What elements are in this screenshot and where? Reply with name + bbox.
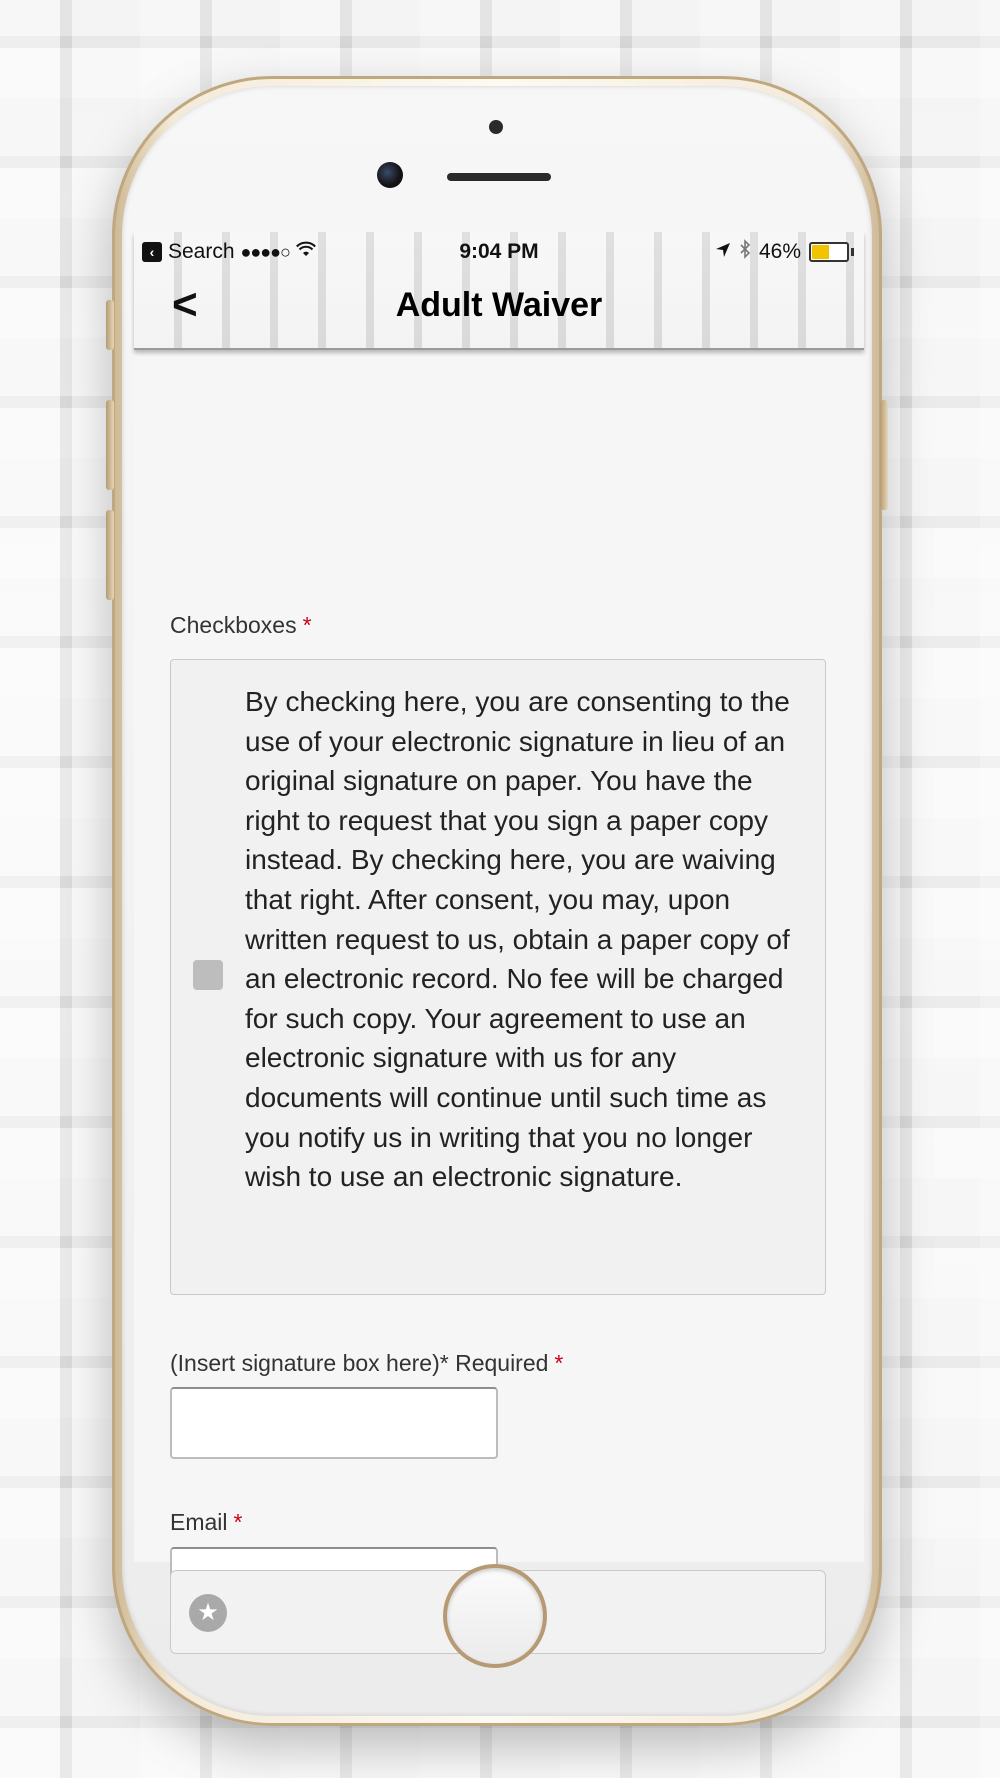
- home-button[interactable]: [443, 1564, 547, 1668]
- volume-down-button: [106, 510, 114, 600]
- front-camera: [377, 162, 403, 188]
- page-title: Adult Waiver: [395, 286, 603, 324]
- status-bar: [134, 232, 864, 272]
- location-arrow-icon: [715, 240, 731, 264]
- battery-fill: [812, 245, 829, 259]
- status-right: [715, 240, 854, 264]
- battery-icon: [809, 242, 849, 262]
- signature-input[interactable]: [170, 1387, 498, 1459]
- back-button[interactable]: <: [172, 280, 198, 329]
- nav-bar: [134, 272, 864, 346]
- signal-strength-icon: ●●●●○: [240, 241, 290, 262]
- signature-label-text: (Insert signature box here)* Required: [170, 1350, 549, 1376]
- header: [134, 232, 864, 350]
- consent-checkbox[interactable]: [193, 960, 223, 990]
- battery-tip: [851, 248, 854, 256]
- back-app-icon[interactable]: ‹: [142, 242, 162, 262]
- proximity-sensor: [489, 120, 503, 134]
- battery-percent: 46%: [758, 240, 801, 263]
- required-mark: *: [302, 612, 312, 638]
- status-time: 9:04 PM: [459, 240, 539, 263]
- star-icon: ★: [189, 1594, 227, 1632]
- earpiece-speaker: [447, 173, 551, 181]
- email-label-text: Email: [170, 1509, 228, 1535]
- checkboxes-label: [170, 612, 312, 639]
- silent-switch: [106, 300, 114, 350]
- required-mark: *: [233, 1509, 243, 1535]
- phone-screen: [134, 232, 864, 1626]
- bluetooth-icon: [739, 240, 751, 264]
- signature-label: [170, 1350, 563, 1377]
- consent-text[interactable]: By checking here, you are consenting to the use of your electronic signature in lieu of an original signature on paper. You have the right to request that you sign a paper copy instead. By checking here, you are waiving that right. After consent, you may, upon written request to us, obtain a paper copy of an electronic record. No fee will be charged for such copy. Your agreement to use an electronic signature with us for any documents will continue until such time as you notify us in writing that you no longer wish to use an electronic signature.: [245, 686, 790, 1193]
- back-app-label[interactable]: Search: [168, 240, 235, 263]
- consent-checkbox-option[interactable]: [170, 659, 826, 1295]
- required-mark: *: [554, 1350, 564, 1376]
- power-button: [880, 400, 888, 510]
- volume-up-button: [106, 400, 114, 490]
- email-label: [170, 1509, 242, 1536]
- checkboxes-label-text: Checkboxes: [170, 612, 297, 638]
